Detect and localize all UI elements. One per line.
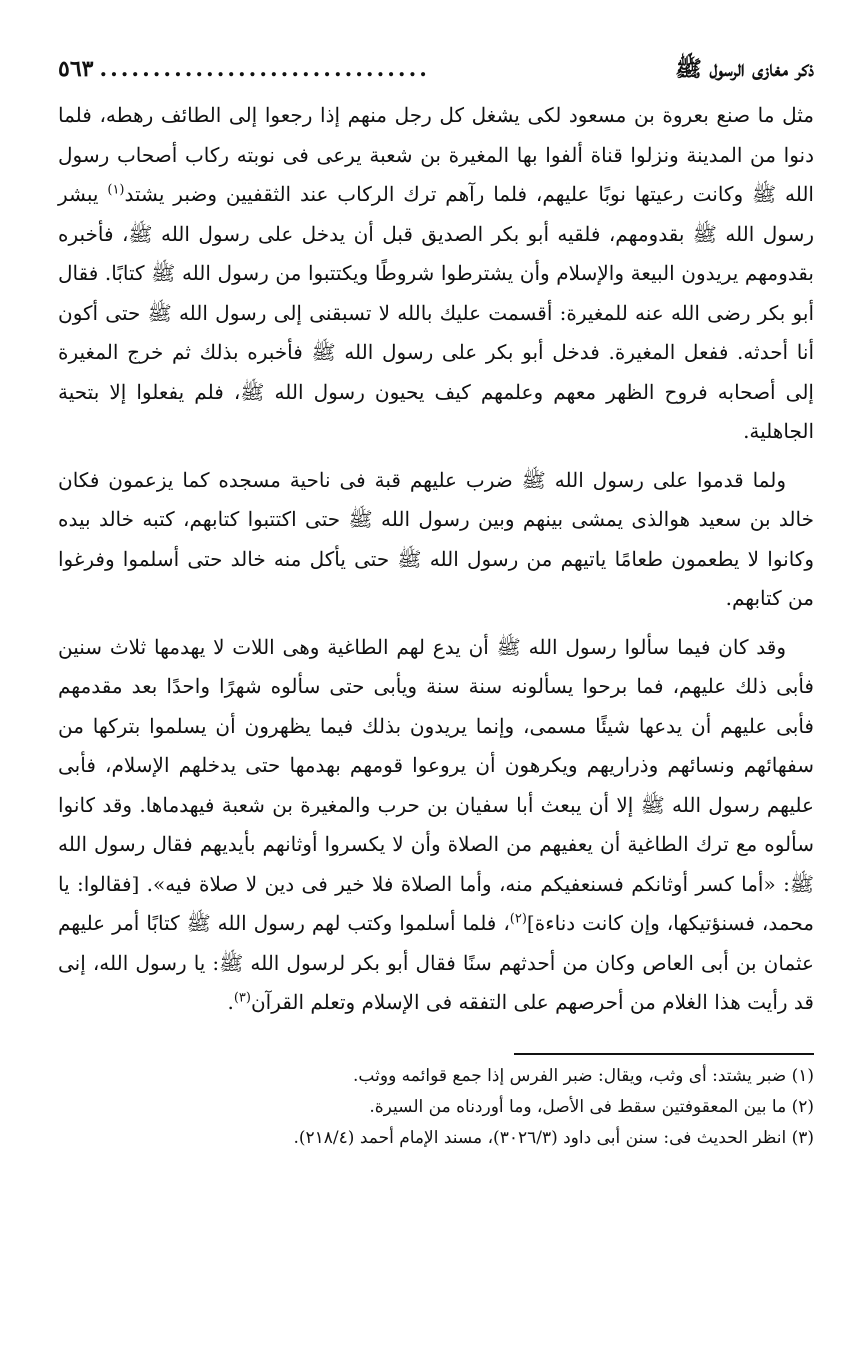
paragraph-text: ، فلما أسلموا وكتب لهم رسول الله ﷺ كتابًا أمر عليهم عثمان بن أبى العاص وكان من أحدثهم سنًا فقال أبو بكر لرسول الله ﷺ: يا رسول الله، إنى قد رأيت هذا الغلام من أحرصهم على التفقه فى الإسلام وتعلم القرآن: [58, 911, 814, 1014]
running-title: ذكر مغازى الرسول ﷺ: [675, 56, 814, 82]
footnote-ref-2: (٢): [509, 911, 527, 927]
paragraph-text: وقد كان فيما سألوا رسول الله ﷺ أن يدع لهم الطاغية وهى اللات لا يهدمها ثلاث سنين فأبى ذلك عليهم، فما برحوا يسألونه سنة سنة ويأبى حتى سألوه شهرًا واحدًا بعد مقدمهم فأبى عليهم أن يدعها شيئًا مسمى، وإنما يريدون بذلك فيما يظهرون أن يسلموا بتركها من سفهائهم ونسائهم وذراريهم ويكرهون أن يروعوا قومهم بهدمها حتى يدخلهم الإسلام، فأبى عليهم رسول الله ﷺ إلا أن يبعث أبا سفيان بن حرب والمغيرة بن شعبة فيهدماها. وقد كانوا سألوه مع ترك الطاغية أن يعفيهم من الصلاة وأن لا يكسروا أوثانهم بأيديهم فقال رسول الله ﷺ: «أما كسر أوثانكم فسنعفيكم منه، وأما الصلاة فلا خير فى دين لا صلاة فيه». [فقالوا: يا محمد، فسنؤتيكها، وإن كانت دناءة]: [58, 634, 814, 935]
running-header: [58, 42, 814, 96]
footnote-divider: [514, 1053, 814, 1055]
paragraph-text: .: [227, 990, 234, 1014]
footnote-ref-1: (١): [107, 182, 125, 198]
paragraph-text: مثل ما صنع بعروة بن مسعود لكى يشغل كل رجل منهم إذا رجعوا إلى الطائف رهطه، فلما دنوا من المدينة ونزلوا قناة ألفوا بها المغيرة بن شعبة يرعى فى نوبته ركاب أصحاب رسول الله ﷺ وكانت رعيتها نوبًا عليهم، فلما رآهم ترك الركاب عند الثقفيين وضبر يشتد: [58, 103, 814, 206]
footnotes: [58, 1061, 814, 1154]
footnote-ref-3: (٣): [233, 990, 251, 1006]
footnote-1: (١) ضبر يشتد: أى وثب، ويقال: ضبر الفرس إذا جمع قوائمه ووثب.: [353, 1065, 814, 1086]
main-text: [58, 96, 814, 1023]
paragraph-text: يبشر رسول الله ﷺ بقدومهم، فلقيه أبو بكر الصديق قبل أن يدخل على رسول الله ﷺ، فأخبره بقدومهم يريدون البيعة والإسلام وأن يشترطوا شروطًا ويكتتبوا من رسول الله ﷺ كتابًا. فقال أبو بكر رضى الله عنه للمغيرة: أقسمت عليك بالله لا تسبقنى إلى رسول الله ﷺ حتى أكون أنا أحدثه. ففعل المغيرة. فدخل أبو بكر على رسول الله ﷺ فأخبره بذلك ثم خرج المغيرة إلى أصحابه فروح الظهر معهم وعلمهم كيف يحيون رسول الله ﷺ، فلم يفعلوا إلا بتحية الجاهلية.: [58, 182, 814, 443]
footnote-2: (٢) ما بين المعقوفتين سقط فى الأصل، وما أوردناه من السيرة.: [369, 1096, 814, 1117]
paragraph-2: [58, 461, 814, 619]
paragraph-text: ولما قدموا على رسول الله ﷺ ضرب عليهم قبة فى ناحية مسجده كما يزعمون فكان خالد بن سعيد هوالذى يمشى بينهم وبين رسول الله ﷺ حتى اكتتبوا كتابهم، كتبه خالد بيده وكانوا لا يطعمون طعامًا ياتيهم من رسول الله ﷺ حتى يأكل منه خالد حتى أسلموا وفرغوا من كتابهم.: [58, 467, 814, 610]
footnote-3: (٣) انظر الحديث فى: سنن أبى داود (٣٠٢٦/٣)، مسند الإمام أحمد (٢١٨/٤).: [293, 1127, 814, 1148]
paragraph-3: [58, 628, 814, 1023]
page-number: ٥٦٣: [58, 56, 94, 82]
header-leader-dots: ...............................: [99, 56, 430, 82]
paragraph-1: [58, 96, 814, 452]
